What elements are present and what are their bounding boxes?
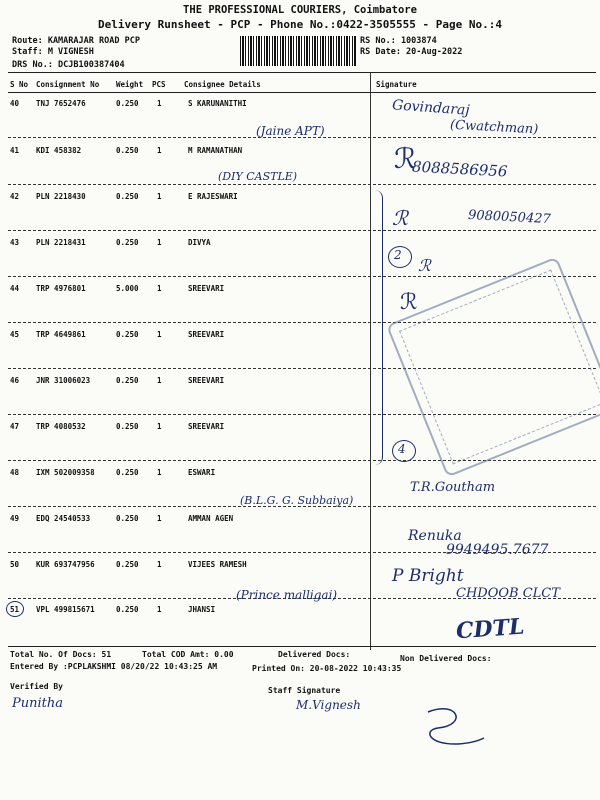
barcode-image [240,36,356,66]
row-consignee: M RAMANATHAN [188,146,243,155]
staff-label: Staff: M VIGNESH [12,47,94,57]
row-consignee: ESWARI [188,468,216,477]
row-sno: 43 [10,238,20,247]
row-weight: 0.250 [116,192,139,201]
col-header-weight: Weight [116,80,144,89]
row-consignee: E RAJESWARI [188,192,238,201]
entered-by: Entered By :PCPLAKSHMI 08/20/22 10:43:25 AM [10,662,218,671]
rs-number: RS No.: 1003874 [360,36,437,46]
row-pcs: 1 [157,238,162,247]
row-weight: 0.250 [116,99,139,108]
row-weight: 0.250 [116,514,139,523]
handwritten-note: (Prince malligai) [236,588,338,602]
row-consignee: DIVYA [188,238,211,247]
row-consignee: AMMAN AGEN [188,514,234,523]
company-stamp [386,257,600,478]
route-label: Route: KAMARAJAR ROAD PCP [12,36,140,46]
handwritten-mark: 2 [394,248,402,262]
row-pcs: 1 [157,605,162,614]
row-consignment: TNJ 7652476 [36,99,86,108]
row-pcs: 1 [157,146,162,155]
handwritten-bracket [372,190,383,465]
verified-by-label: Verified By [10,682,63,691]
row-weight: 0.250 [116,146,139,155]
row-pcs: 1 [157,468,162,477]
row-consignee: SREEVARI [188,376,225,385]
table-top-rule [8,72,596,73]
row-sno: 48 [10,468,20,477]
row-pcs: 1 [157,192,162,201]
total-cod: Total COD Amt: 0.00 [142,650,234,659]
row-weight: 0.250 [116,422,139,431]
row-sno: 42 [10,192,20,201]
handwritten-note: (Jaine APT) [256,124,325,138]
handwritten-signature: ℛ [392,206,408,230]
row-weight: 0.250 [116,560,139,569]
handwritten-name: Renuka [408,528,462,544]
row-pcs: 1 [157,99,162,108]
row-weight: 0.250 [116,468,139,477]
handwritten-note: (B.L.G. G. Subbaiya) [240,494,354,507]
row-consignment: PLN 2218430 [36,192,86,201]
row-pcs: 1 [157,560,162,569]
row-divider [8,184,596,185]
row-consignment: VPL 499815671 [36,605,95,614]
row-divider [8,460,596,461]
row-pcs: 1 [157,514,162,523]
total-docs: Total No. Of Docs: 51 [10,650,112,659]
col-header-pcs: PCS [152,80,166,89]
handwritten-signature: T.R.Goutham [410,480,496,495]
runsheet-subtitle: Delivery Runsheet - PCP - Phone No.:0422-3505555 - Page No.:4 [98,18,502,31]
row-consignment: JNR 31006023 [36,376,91,385]
row-consignee: S KARUNANITHI [188,99,247,108]
row-consignment: TRP 4976801 [36,284,86,293]
row-consignment: KDI 458382 [36,146,82,155]
col-header-signature: Signature [376,80,417,89]
row-weight: 5.000 [116,284,139,293]
row-divider [8,230,596,231]
col-header-consignment: Consignment No [36,80,100,89]
row-pcs: 1 [157,330,162,339]
row-pcs: 1 [157,422,162,431]
handwritten-phone: 9949495.7677 [446,542,549,558]
row-consignee: JHANSI [188,605,216,614]
row-consignee: SREEVARI [188,284,225,293]
handwritten-signature: P Bright [392,566,464,586]
handwritten-phone: 9080050427 [467,207,552,228]
company-title: THE PROFESSIONAL COURIERS, Coimbatore [183,4,417,16]
handwritten-scribble [418,700,488,750]
signature-column-divider [370,72,371,650]
row-pcs: 1 [157,284,162,293]
row-consignment: PLN 2218431 [36,238,86,247]
row-sno: 45 [10,330,20,339]
row-consignment: IXM 502009358 [36,468,95,477]
col-header-sno: S No [10,80,29,89]
row-consignee: VIJEES RAMESH [188,560,247,569]
row-consignment: TRP 4080532 [36,422,86,431]
table-bottom-rule [8,646,596,647]
cdtl-handwritten-stamp: CDTL [455,613,526,645]
rs-date: RS Date: 20-Aug-2022 [360,47,463,57]
handwritten-mark: 4 [398,442,406,456]
row-weight: 0.250 [116,238,139,247]
row-weight: 0.250 [116,330,139,339]
table-header-rule [8,92,596,93]
handwritten-phone: 8088586956 [411,157,508,181]
row-sno: 47 [10,422,20,431]
row-weight: 0.250 [116,376,139,385]
non-delivered-docs: Non Delivered Docs: [400,654,492,663]
printed-on: Printed On: 20-08-2022 10:43:35 [252,664,402,673]
col-header-consignee: Consignee Details [184,80,261,89]
row-consignee: SREEVARI [188,330,225,339]
row-sno: 40 [10,99,20,108]
staff-signature-label: Staff Signature [268,686,341,695]
row-sno: 46 [10,376,20,385]
row-weight: 0.250 [116,605,139,614]
row-sno: 41 [10,146,20,155]
handwritten-signature: ℛ [418,256,431,275]
handwritten-signature: ℛ [400,290,418,315]
delivered-docs: Delivered Docs: [278,650,351,659]
handwritten-note: CHDOOB CLCT [456,586,560,601]
row-consignee: SREEVARI [188,422,225,431]
verified-signature: Punitha [12,696,63,711]
row-sno: 49 [10,514,20,523]
row-sno: 50 [10,560,20,569]
handwritten-signature: Govindaraj [391,97,471,119]
drs-number: DRS No.: DCJB100387404 [12,60,125,70]
handwritten-signature: ℛ [394,142,417,175]
handwritten-note: (DIY CASTLE) [218,170,298,183]
row-consignment: KUR 693747956 [36,560,95,569]
handwritten-note: (Cwatchman) [449,117,539,138]
row-sno: 44 [10,284,20,293]
staff-signature: M.Vignesh [296,698,361,712]
row-consignment: TRP 4649861 [36,330,86,339]
row-pcs: 1 [157,376,162,385]
row-consignment: EDQ 24540533 [36,514,91,523]
row-sno: 51 [10,605,20,614]
